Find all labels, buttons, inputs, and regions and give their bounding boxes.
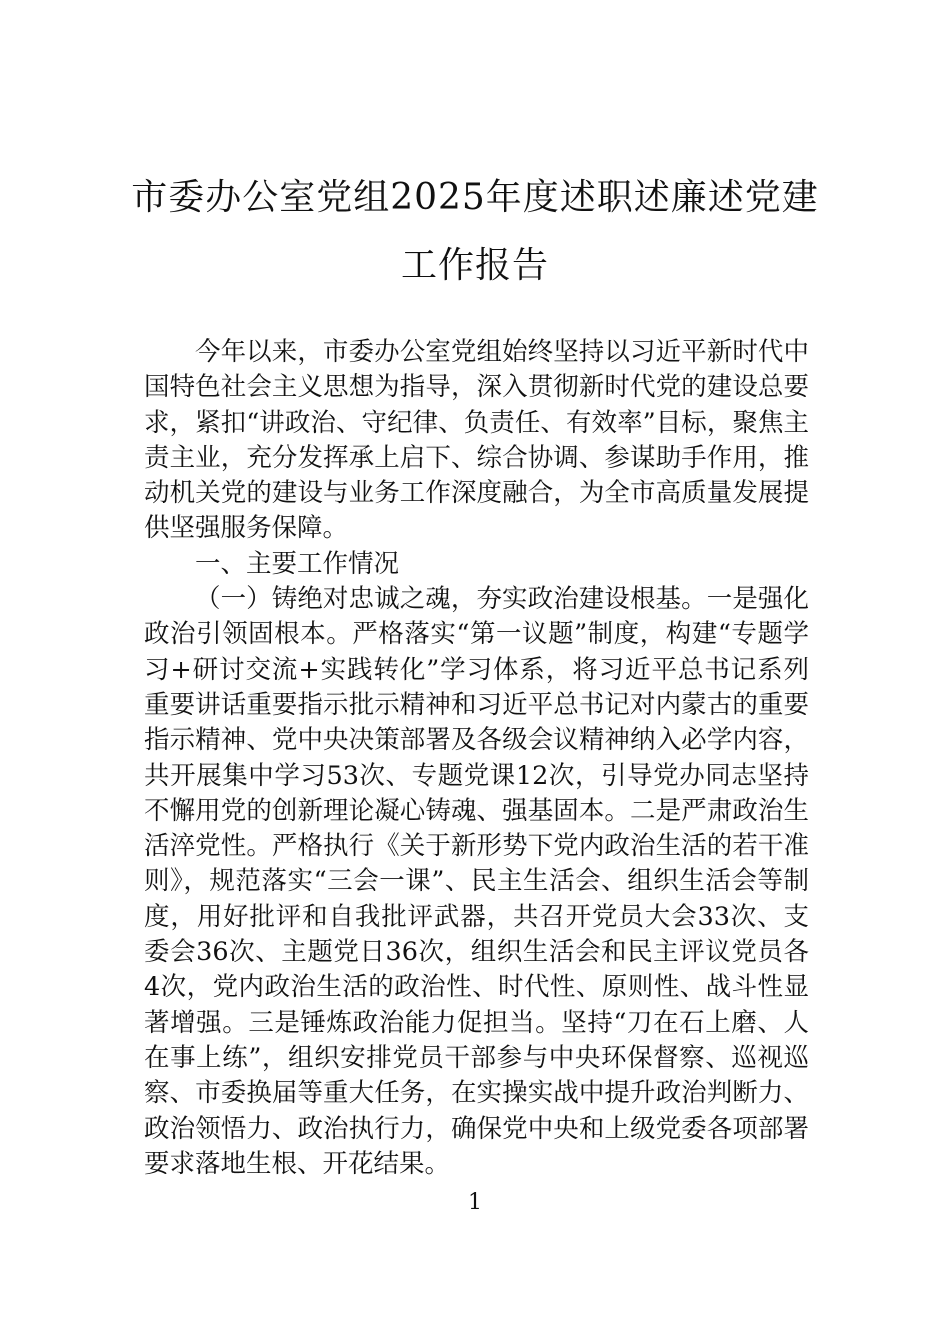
page-number: 1 [468,1190,482,1215]
section-heading: 一、主要工作情况 [195,548,400,579]
document-body [144,335,809,1182]
intro-paragraph: 今年以来，市委办公室党组始终坚持以习近平新时代中国特色社会主义思想为指导，深入贯彻新时代党的建设总要求，紧扣“讲政治、守纪律、负责任、有效率”目标，聚焦主责主业，充分发挥承上启下、综合协调、参谋助手作用，推动机关党的建设与业务工作深度融合，为全市高质量发展提供坚强服务保障。 [144,337,809,544]
section-paragraph: （一）铸绝对忠诚之魂，夯实政治建设根基。一是强化政治引领固根本。严格落实“第一议题”制度，构建“专题学习+研讨交流+实践转化”学习体系，将习近平总书记系列重要讲话重要指示批示精神和习近平总书记对内蒙古的重要指示精神、党中央决策部署及各级会议精神纳入必学内容，共开展集中学习53次、专题党课12次，引导党办同志坚持不懈用党的创新理论凝心铸魂、强基固本。二是严肃政治生活淬党性。严格执行《关于新形势下党内政治生活的若干准则》，规范落实“三会一课”、民主生活会、组织生活会等制度，用好批评和自我批评武器，共召开党员大会33次、支委会36次、主题党日36次，组织生活会和民主评议党员各4次，党内政治生活的政治性、时代性、原则性、战斗性显著增强。三是锤炼政治能力促担当。坚持“刀在石上磨、人在事上练”，组织安排党员干部参与中央环保督察、巡视巡察、市委换届等重大任务，在实操实战中提升政治判断力、政治领悟力、政治执行力，确保党中央和上级党委各项部署要求落地生根、开花结果。 [144,584,809,1179]
document-title-line-2: 工作报告 [400,245,549,286]
document-title-line-1: 市委办公室党组2025年度述职述廉述党建 [131,177,819,218]
